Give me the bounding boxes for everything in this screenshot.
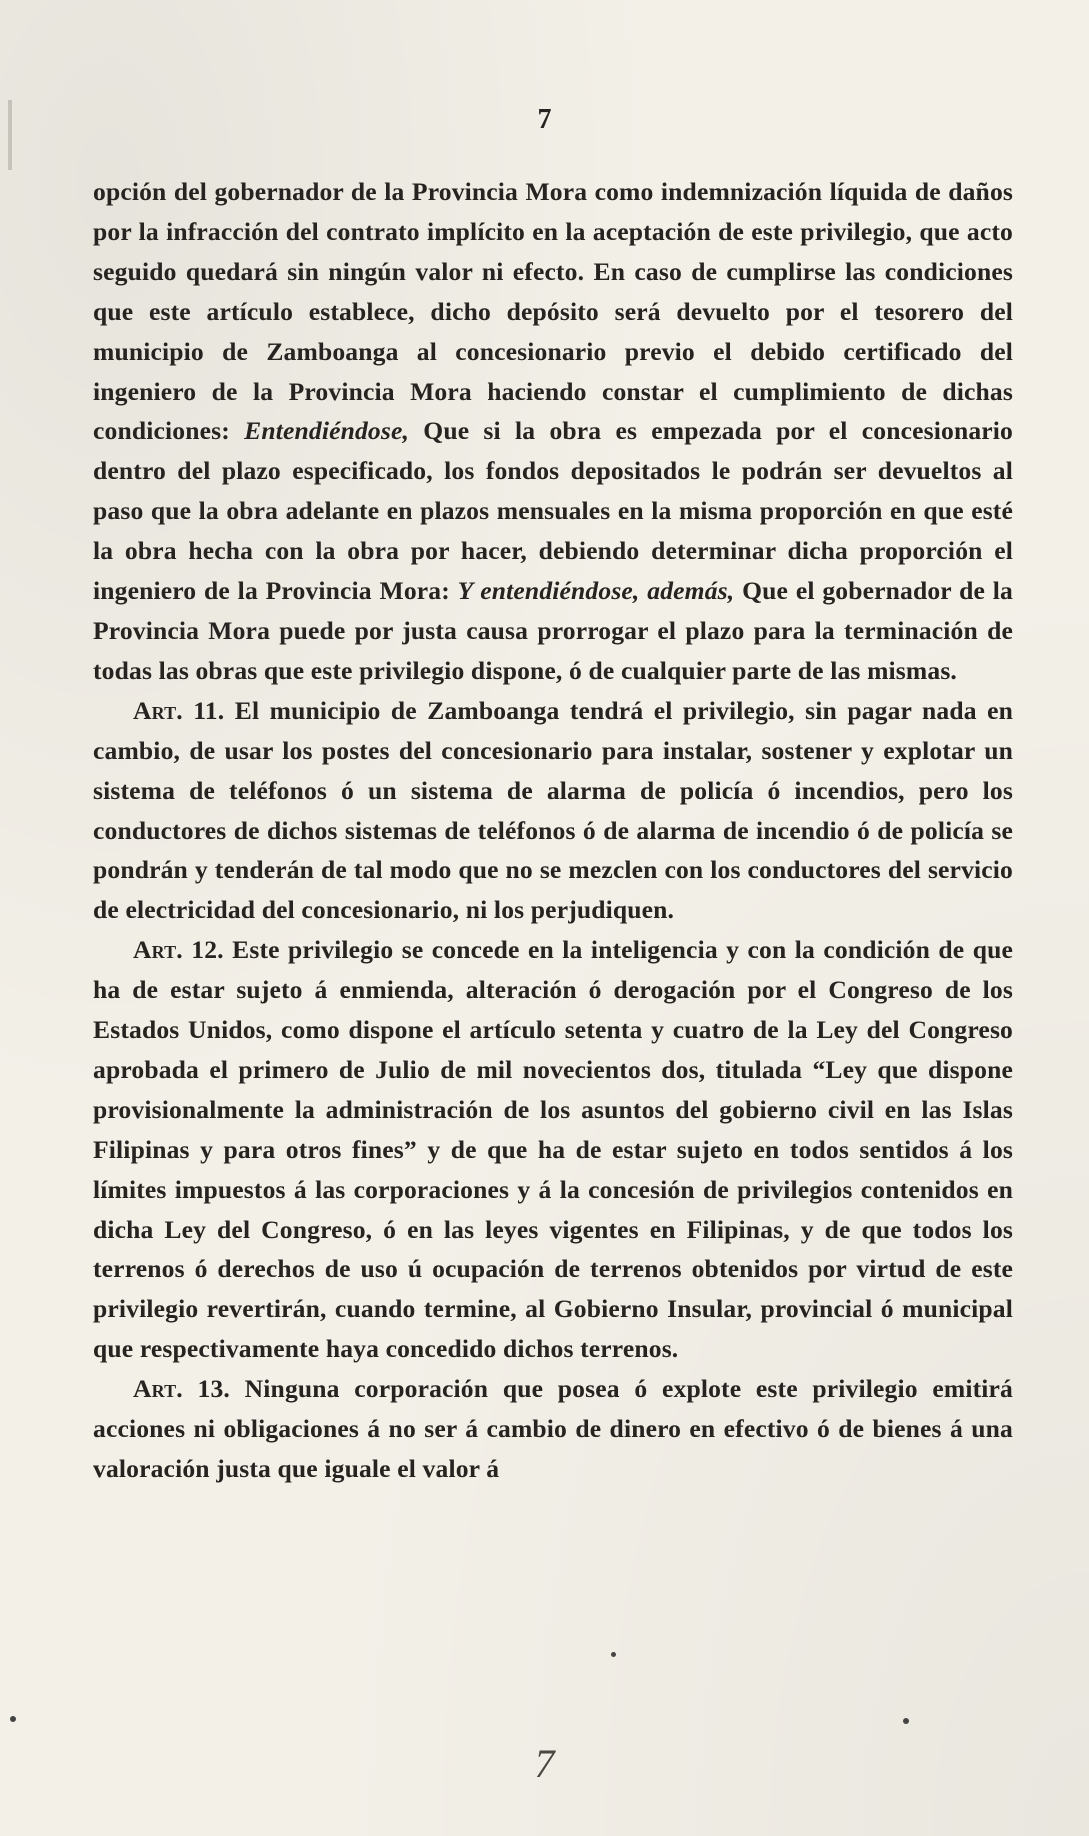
paragraph-text: Que si la obra es empezada por el concesionario dentro del plazo especificado, los fondos depositados le podrán ser devueltos al paso que la obra adelante en plazos mensuales en la misma proporción en que esté la obra hecha con la obra por hacer, debiendo determinar dicha proporción el ingeniero de la Provincia Mora: — [93, 416, 1013, 606]
paragraph-text: Este privilegio se concede en la inteligencia y con la condición de que ha de estar sujeto á enmienda, alteración ó derogación por el Congreso de los Estados Unidos, como dispone el artículo setenta y cuatro de la Ley del Congreso aprobada el primero de Julio de mil novecientos dos, titulada “Ley que dispone provisionalmente la administración de los asuntos del gobierno civil en las Islas Filipinas y para otros fines” y de que ha de estar sujeto en todos sentidos á los límites impuestos á las corporaciones y á la concesión de privilegios contenidos en dicha Ley del Congreso, ó en las leyes vigentes en Filipinas, y de que todos los terrenos ó derechos de uso ú ocupación de terrenos obtenidos por virtud de este privilegio revertirán, cuando termine, al Gobierno Insular, provincial ó municipal que respectivamente haya concedido dichos terrenos. — [93, 935, 1013, 1364]
speck — [10, 1716, 16, 1722]
speck — [903, 1718, 909, 1724]
paragraph-text: Que el gobernador de la Provincia Mora puede por justa causa prorrogar el plazo para la terminación de todas las obras que este privilegio dispone, ó de cualquier parte de las mismas. — [93, 576, 1013, 685]
article-number: Art. 11. — [133, 695, 225, 725]
paragraph — [93, 1369, 1013, 1489]
speck — [611, 1652, 616, 1657]
article-number: Art. 13. — [133, 1374, 230, 1404]
body-text — [93, 172, 1013, 1489]
paragraph-text: Ninguna corporación que posea ó explote este privilegio emitirá acciones ni obligaciones á no ser á cambio de dinero en efectivo ó de bienes á una valoración justa que iguale el valor á — [93, 1374, 1013, 1483]
paragraph — [93, 691, 1013, 930]
italic-phrase: Y entendiéndose, además, — [457, 576, 735, 606]
folio-mark: 7 — [534, 1741, 555, 1786]
article-number: Art. 12. — [133, 935, 224, 965]
paragraph — [93, 172, 1013, 691]
page-number: 7 — [537, 104, 552, 135]
italic-phrase: Entendiéndose, — [244, 416, 410, 446]
paragraph-text: opción del gobernador de la Provincia Mora como indemnización líquida de daños por la infracción del contrato implícito en la aceptación de este privilegio, que acto seguido quedará sin ningún valor ni efecto. En caso de cumplirse las condiciones que este artículo establece, dicho depósito será devuelto por el tesorero del municipio de Zamboanga al concesionario previo el debido certificado del ingeniero de la Provincia Mora haciendo constar el cumplimiento de dichas condiciones: — [93, 177, 1013, 446]
paragraph-text: El municipio de Zamboanga tendrá el privilegio, sin pagar nada en cambio, de usar los postes del concesionario para instalar, sostener y explotar un sistema de teléfonos ó un sistema de alarma de policía ó incendios, pero los conductores de dichos sistemas de teléfonos ó de alarma de incendio ó de policía se pondrán y tenderán de tal modo que no se mezclen con los conductores del servicio de electricidad del concesionario, ni los perjudiquen. — [93, 695, 1013, 925]
paragraph — [93, 930, 1013, 1369]
